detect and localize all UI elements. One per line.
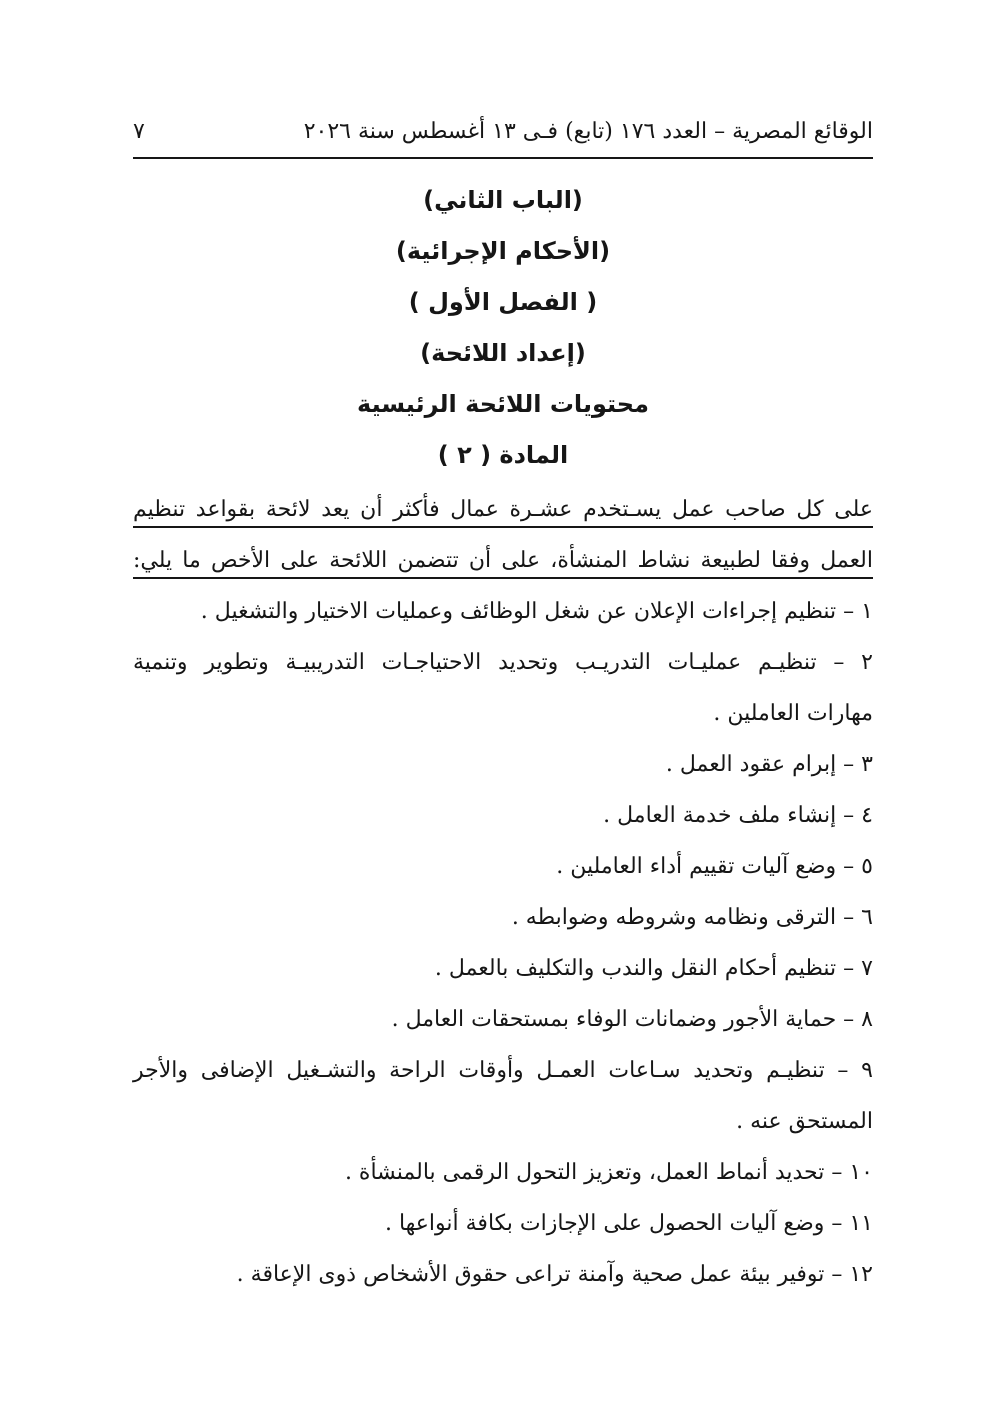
article-heading: المادة ( ٢ ) xyxy=(437,441,569,469)
list-item-5: ٥ – وضع آليات تقييم أداء العاملين . xyxy=(556,854,873,879)
running-title: الوقائع المصرية – العدد ١٧٦ (تابع) فـى ١٣ أغسطس سنة ٢٠٢٦ xyxy=(303,119,873,144)
list-item-9: ٩ – تنظيـم وتحديد سـاعات العمـل وأوقات الراحة والتشـغيل الإضافى والأجر xyxy=(133,1058,873,1083)
list-item-2: ٢ – تنظيـم عمليـات التدريـب وتحديد الاحتياجـات التدريبيـة وتطوير وتنمية xyxy=(133,650,873,675)
part-heading: (الباب الثاني) xyxy=(423,186,583,214)
list-item-6: ٦ – الترقى ونظامه وشروطه وضوابطه . xyxy=(511,905,873,930)
section-title-heading: محتويات اللائحة الرئيسية xyxy=(357,390,649,418)
running-header xyxy=(133,112,873,152)
chapter-heading: ( الفصل الأول ) xyxy=(408,288,598,316)
intro-line-1: على كل صاحب عمل يسـتخدم عشـرة عمال فأكثر أن يعد لائحة بقواعد تنظيم xyxy=(133,497,873,522)
chapter-title-heading: (إعداد اللائحة) xyxy=(420,339,586,367)
list-item-3: ٣ – إبرام عقود العمل . xyxy=(665,752,873,777)
list-item-11: ١١ – وضع آليات الحصول على الإجازات بكافة أنواعها . xyxy=(384,1211,873,1236)
list-item-4: ٤ – إنشاء ملف خدمة العامل . xyxy=(603,803,873,828)
list-item-1: ١ – تنظيم إجراءات الإعلان عن شغل الوظائف وعمليات الاختيار والتشغيل . xyxy=(200,599,873,624)
list-item-7: ٧ – تنظيم أحكام النقل والندب والتكليف بالعمل . xyxy=(434,956,873,981)
list-item-12: ١٢ – توفير بيئة عمل صحية وآمنة تراعى حقوق الأشخاص ذوى الإعاقة . xyxy=(236,1262,873,1287)
list-item-8: ٨ – حماية الأجور وضمانات الوفاء بمستحقات العامل . xyxy=(391,1007,873,1032)
list-item-9-continued: المستحق عنه . xyxy=(736,1109,873,1134)
list-item-2-continued: مهارات العاملين . xyxy=(713,701,873,726)
intro-line-2: العمل وفقا لطبيعة نشاط المنشأة، على أن تتضمن اللائحة على الأخص ما يلي: xyxy=(133,548,873,573)
list-item-10: ١٠ – تحديد أنماط العمل، وتعزيز التحول الرقمى بالمنشأة . xyxy=(344,1160,873,1185)
header-rule xyxy=(133,157,873,159)
page-number: ٧ xyxy=(133,119,145,144)
part-title-heading: (الأحكام الإجرائية) xyxy=(395,237,611,265)
